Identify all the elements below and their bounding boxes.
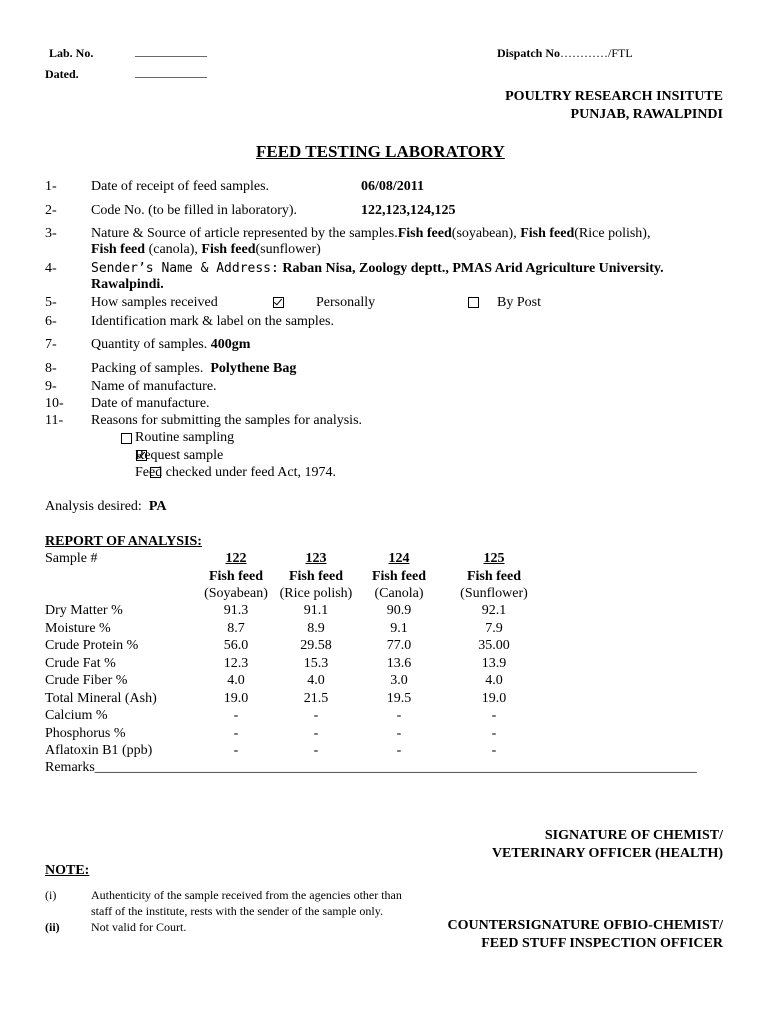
row-value: -: [313, 743, 319, 758]
item-3-p2-bold: Fish feed: [520, 226, 575, 241]
item-4-label: Sender’s Name & Address:: [91, 261, 279, 276]
row-value: 12.3: [223, 655, 249, 671]
dated-blank: ____________: [135, 65, 207, 79]
row-value: -: [313, 708, 319, 723]
item-10-num: 10-: [45, 396, 64, 411]
row-value: 13.9: [481, 655, 507, 671]
dispatch-no: [497, 46, 633, 61]
reason-routine-sampling: Routine sampling: [135, 430, 235, 445]
row-value: 35.00: [478, 638, 510, 653]
row-label: Crude Fat %: [45, 655, 116, 671]
row-value: -: [396, 743, 402, 758]
institute-line1: POULTRY RESEARCH INSITUTE: [505, 89, 723, 104]
row-value: 15.3: [303, 655, 329, 671]
row-value: -: [233, 743, 239, 758]
item-7-label: Quantity of samples.: [91, 337, 208, 352]
item-3-p4-bold: Fish feed: [201, 242, 256, 257]
institute-line2: PUNJAB, RAWALPINDI: [570, 107, 723, 122]
row-label: Phosphorus %: [45, 725, 126, 741]
note-2-num: (ii): [45, 920, 60, 934]
countersignature-line1: COUNTERSIGNATURE OFBIO-CHEMIST/: [447, 918, 723, 933]
row-value: -: [233, 725, 239, 741]
note-1-line1: Authenticity of the sample received from the agencies other than: [91, 888, 402, 902]
countersignature-line2: FEED STUFF INSPECTION OFFICER: [481, 936, 723, 951]
item-3-label: Nature & Source of article represented by the samples.: [91, 226, 398, 241]
row-value: -: [491, 725, 497, 741]
analysis-desired: [45, 499, 166, 515]
sample-label: Sample #: [45, 551, 98, 566]
item-8-num: 8-: [45, 361, 57, 376]
item-7-line: [91, 337, 250, 353]
item-5-num: 5-: [45, 295, 57, 310]
row-value: 3.0: [390, 673, 408, 688]
item-1-value: 06/08/2011: [361, 179, 425, 194]
row-value: 90.9: [386, 603, 412, 618]
sample-code-2: 123: [305, 551, 327, 566]
sample-code-1: 122: [225, 551, 247, 566]
item-6-num: 6-: [45, 314, 57, 329]
report-title: REPORT OF ANALYSIS:: [45, 534, 202, 549]
item-3-p3-bold: Fish feed: [91, 242, 146, 257]
item-1-num: 1-: [45, 179, 57, 194]
row-value: 56.0: [223, 638, 249, 653]
sample-type-4: (Sunflower): [460, 586, 528, 601]
row-value: 92.1: [481, 603, 507, 618]
row-value: 7.9: [485, 620, 503, 636]
sample-name-1: Fish feed: [208, 569, 264, 584]
dispatch-value: …………/FTL: [560, 46, 633, 60]
item-4-line1: [91, 261, 664, 277]
row-label: Moisture %: [45, 620, 111, 636]
note-1-num: (i): [45, 888, 57, 902]
item-3-num: 3-: [45, 226, 57, 241]
row-value: -: [396, 725, 402, 741]
item-10-label: Date of manufacture.: [91, 396, 210, 411]
row-value: 19.5: [386, 690, 412, 706]
item-6-label: Identification mark & label on the samples.: [91, 314, 334, 329]
item-4-num: 4-: [45, 261, 57, 276]
row-value: 21.5: [303, 690, 329, 706]
item-5-opt1: Personally: [316, 295, 376, 310]
remarks-line: ______________________________________________________________________________________: [94, 760, 697, 775]
row-value: 29.58: [300, 638, 332, 653]
dispatch-label: Dispatch No: [497, 46, 561, 60]
signature-line1: SIGNATURE OF CHEMIST/: [544, 828, 723, 843]
item-2-value: 122,123,124,125: [361, 203, 456, 218]
row-value: 8.9: [307, 620, 325, 636]
row-label: Crude Protein %: [45, 638, 139, 653]
item-5-opt2: By Post: [497, 295, 541, 310]
remarks: [45, 760, 697, 776]
signature-line2: VETERINARY OFFICER (HEALTH): [491, 846, 723, 861]
item-4-value1: Raban Nisa, Zoology deptt., PMAS Arid Agriculture University.: [282, 261, 664, 276]
item-8-line: [91, 361, 296, 377]
row-value: 19.0: [223, 690, 249, 706]
row-label: Total Mineral (Ash): [45, 690, 157, 706]
row-value: -: [233, 708, 239, 723]
item-3-p4: (sunflower): [255, 242, 321, 257]
sample-type-2: (Rice polish): [279, 586, 353, 601]
sample-name-3: Fish feed: [371, 569, 427, 584]
item-4-value2: Rawalpindi.: [91, 277, 164, 292]
item-7-num: 7-: [45, 337, 57, 352]
item-3-p2: (Rice polish),: [574, 226, 651, 241]
row-value: -: [313, 725, 319, 741]
row-value: 9.1: [390, 620, 408, 636]
reason-request-sample: Request sample: [135, 448, 224, 463]
item-1-label: Date of receipt of feed samples.: [91, 179, 270, 194]
row-value: 4.0: [485, 673, 503, 688]
row-value: 4.0: [307, 673, 325, 688]
row-value: 91.3: [223, 603, 249, 618]
lab-no-label: Lab. No.: [49, 46, 94, 60]
item-3-p1: (soyabean),: [451, 226, 521, 241]
remarks-label: Remarks: [45, 760, 95, 775]
row-value: 13.6: [386, 655, 412, 671]
dated-label: Dated.: [45, 67, 79, 81]
item-5-label: How samples received: [91, 295, 218, 310]
sample-type-3: (Canola): [374, 586, 424, 601]
analysis-value: PA: [148, 499, 167, 514]
row-value: -: [396, 708, 402, 723]
checkbox-by-post[interactable]: [468, 297, 479, 308]
item-7-value: 400gm: [210, 337, 251, 352]
item-3-line2: [91, 242, 321, 258]
row-value: 77.0: [386, 638, 412, 653]
note-2-text: Not valid for Court.: [91, 920, 187, 934]
sample-name-4: Fish feed: [466, 569, 522, 584]
note-title: NOTE:: [45, 863, 90, 878]
row-value: 8.7: [227, 620, 245, 636]
item-9-label: Name of manufacture.: [91, 379, 217, 394]
item-11-label: Reasons for submitting the samples for analysis.: [91, 413, 363, 428]
row-value: 91.1: [303, 603, 329, 618]
note-1-line2: staff of the institute, rests with the sender of the sample only.: [91, 904, 383, 918]
reason-feed-act: Feed checked under feed Act, 1974.: [135, 465, 336, 480]
page-title: FEED TESTING LABORATORY: [256, 142, 505, 161]
row-label: Aflatoxin B1 (ppb): [45, 743, 153, 758]
item-2-label: Code No. (to be filled in laboratory).: [91, 203, 298, 218]
item-8-label: Packing of samples.: [91, 361, 204, 376]
row-value: -: [491, 708, 497, 723]
row-value: -: [491, 743, 497, 758]
lab-no-blank: ____________: [135, 44, 207, 58]
item-2-num: 2-: [45, 203, 57, 218]
item-11-num: 11-: [45, 413, 64, 428]
sample-code-4: 125: [483, 551, 505, 566]
row-label: Crude Fiber %: [45, 673, 128, 688]
item-3-p3: (canola),: [145, 242, 202, 257]
analysis-label: Analysis desired:: [45, 499, 142, 514]
item-3-p1-bold: Fish feed: [397, 226, 452, 241]
checkbox-personally[interactable]: [273, 297, 284, 308]
item-3-line1: [91, 226, 650, 242]
checkbox-routine-sampling[interactable]: [121, 433, 132, 444]
row-value: 19.0: [481, 690, 507, 706]
row-label: Calcium %: [45, 708, 108, 723]
row-label: Dry Matter %: [45, 603, 123, 618]
sample-code-3: 124: [388, 551, 410, 566]
item-9-num: 9-: [45, 379, 57, 394]
sample-name-2: Fish feed: [288, 569, 344, 584]
item-8-value: Polythene Bag: [210, 361, 297, 376]
sample-type-1: (Soyabean): [204, 586, 268, 601]
row-value: 4.0: [227, 673, 245, 688]
